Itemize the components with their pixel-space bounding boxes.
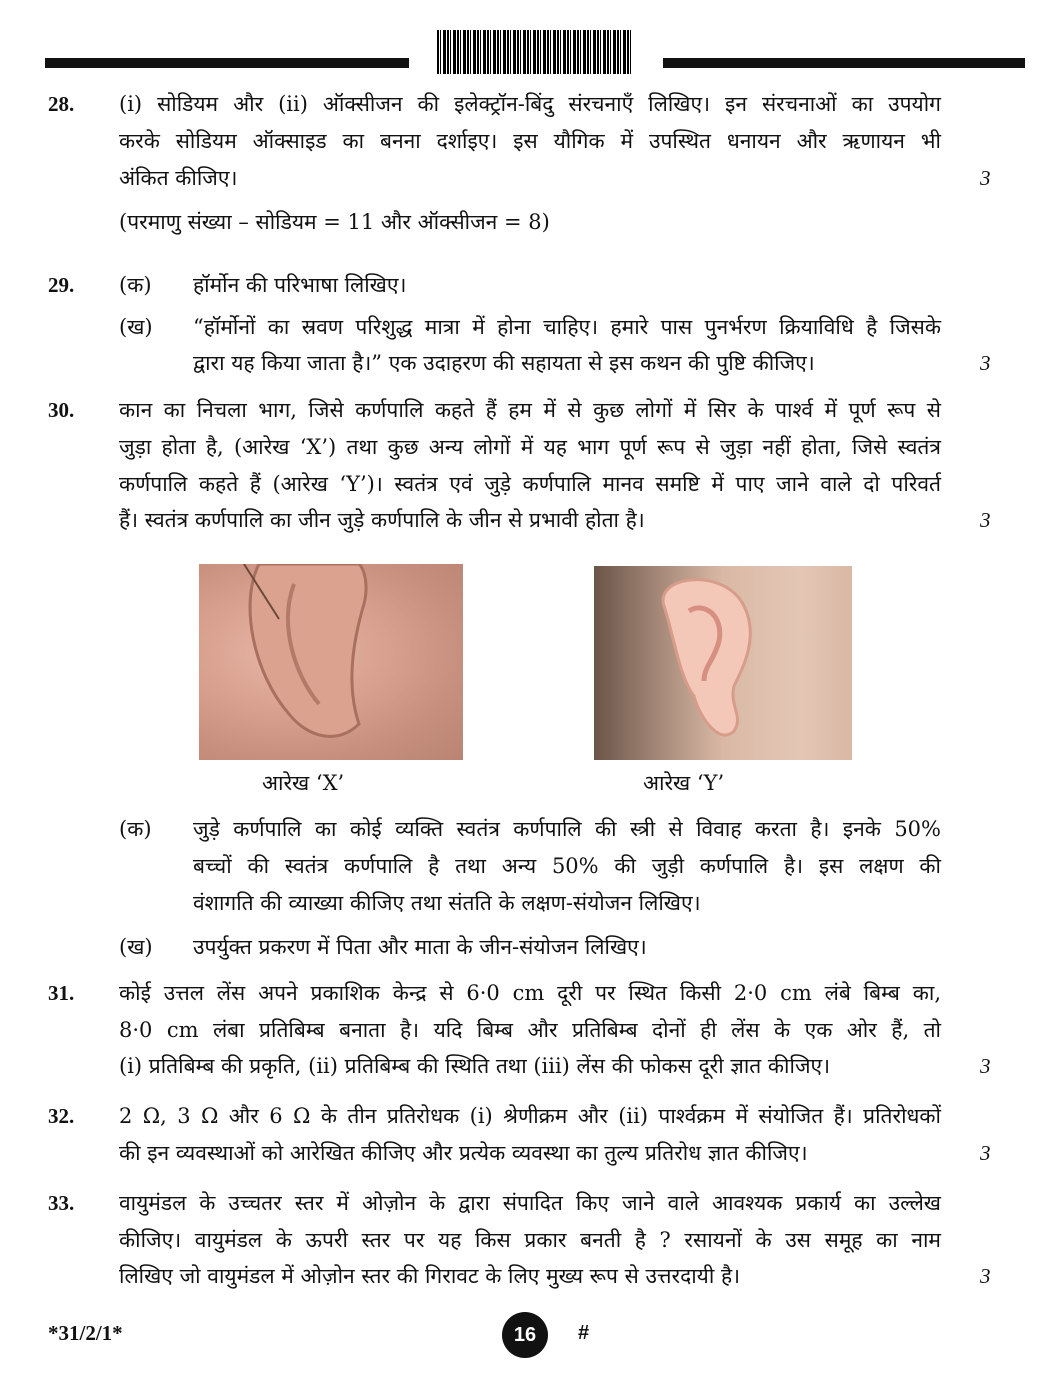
- question-number: 32.: [48, 1104, 75, 1128]
- question-text: कोई उत्तल लेंस अपने प्रकाशिक केन्द्र से 6·0 cm दूरी पर स्थित किसी 2·0 cm लंबे बिम्ब का,: [119, 981, 941, 1005]
- subpart-text: बच्चों की स्वतंत्र कर्णपालि है तथा अन्य 50% की जुड़ी कर्णपालि है। इस लक्षण की: [193, 854, 941, 878]
- question-text: वायुमंडल के उच्चतर स्तर में ओज़ोन के द्वारा संपादित किए जाने वाले आवश्यक प्रकार्य का उल्लेख: [119, 1191, 941, 1215]
- figure-y-caption: आरेख ‘Y’: [643, 771, 725, 795]
- header-rule-left: [45, 58, 409, 68]
- figure-x-attached-earlobe: [199, 564, 463, 760]
- question-text: करके सोडियम ऑक्साइड का बनना दर्शाइए। इस यौगिक में उपस्थित धनायन और ऋणायन भी: [119, 129, 941, 153]
- paper-code: *31/2/1*: [48, 1321, 123, 1345]
- subpart-text: द्वारा यह किया जाता है।” एक उदाहरण की सहायता से इस कथन की पुष्टि कीजिए।: [193, 351, 815, 375]
- question-text: की इन व्यवस्थाओं को आरेखित कीजिए और प्रत्येक व्यवस्था का तुल्य प्रतिरोध ज्ञात कीजिए।: [119, 1141, 808, 1165]
- question-text: 8·0 cm लंबा प्रतिबिम्ब बनाता है। यदि बिम्ब और प्रतिबिम्ब दोनों ही लेंस के एक ओर हैं, तो: [119, 1018, 941, 1042]
- question-text: लिखिए जो वायुमंडल में ओज़ोन स्तर की गिरावट के लिए मुख्य रूप से उत्तरदायी है।: [119, 1264, 741, 1288]
- page-number: 16: [502, 1312, 548, 1358]
- question-text: अंकित कीजिए।: [119, 166, 238, 190]
- marks: 3: [980, 166, 991, 190]
- subpart-text: “हॉर्मोनों का स्रवण परिशुद्ध मात्रा में होना चाहिए। हमारे पास पुनर्भरण क्रियाविधि है जिसके: [193, 315, 941, 339]
- question-number: 31.: [48, 981, 75, 1005]
- header-rule-right: [663, 58, 1025, 68]
- subpart-text: उपर्युक्त प्रकरण में पिता और माता के जीन-संयोजन लिखिए।: [193, 935, 647, 959]
- question-text: (i) प्रतिबिम्ब की प्रकृति, (ii) प्रतिबिम्ब की स्थिति तथा (iii) लेंस की फोकस दूरी ज्ञात कीजिए।: [119, 1054, 831, 1078]
- question-note: (परमाणु संख्या – सोडियम = 11 और ऑक्सीजन = 8): [119, 210, 550, 234]
- marks: 3: [980, 351, 991, 375]
- subpart-label: (क): [119, 273, 152, 297]
- subpart-text: हॉर्मोन की परिभाषा लिखिए।: [193, 273, 407, 297]
- question-number: 33.: [48, 1191, 75, 1215]
- marks: 3: [980, 508, 991, 532]
- question-text: 2 Ω, 3 Ω और 6 Ω के तीन प्रतिरोधक (i) श्रेणीक्रम और (ii) पार्श्वक्रम में संयोजित हैं। प्रतिरोधकों: [119, 1104, 941, 1128]
- question-text: (i) सोडियम और (ii) ऑक्सीजन की इलेक्ट्रॉन-बिंदु संरचनाएँ लिखिए। इन संरचनाओं का उपयोग: [119, 92, 941, 116]
- marks: 3: [980, 1054, 991, 1078]
- hash-mark: #: [578, 1322, 590, 1344]
- marks: 3: [980, 1141, 991, 1165]
- subpart-label: (क): [119, 817, 152, 841]
- question-text: कर्णपालि कहते हैं (आरेख ‘Y’)। स्वतंत्र एवं जुड़े कर्णपालि मानव समष्टि में पाए जाने वाले दो परिवर्त: [119, 472, 941, 496]
- barcode: [437, 30, 633, 74]
- subpart-text: जुड़े कर्णपालि का कोई व्यक्ति स्वतंत्र कर्णपालि की स्त्री से विवाह करता है। इनके 50%: [193, 817, 941, 841]
- question-text: जुड़ा होता है, (आरेख ‘X’) तथा कुछ अन्य लोगों में यह भाग पूर्ण रूप से जुड़ा नहीं होता, जिसे स्वतंत्र: [119, 435, 941, 459]
- figure-x-caption: आरेख ‘X’: [262, 771, 345, 795]
- subpart-label: (ख): [119, 315, 153, 339]
- question-number: 30.: [48, 398, 75, 422]
- question-number: 28.: [48, 92, 75, 116]
- question-text: कान का निचला भाग, जिसे कर्णपालि कहते हैं हम में से कुछ लोगों में सिर के पार्श्व में पूर्ण रूप से: [119, 398, 941, 422]
- subpart-label: (ख): [119, 935, 153, 959]
- subpart-text: वंशागति की व्याख्या कीजिए तथा संतति के लक्षण-संयोजन लिखिए।: [193, 891, 701, 915]
- question-number: 29.: [48, 273, 75, 297]
- figure-y-free-earlobe: [594, 566, 852, 760]
- question-text: हैं। स्वतंत्र कर्णपालि का जीन जुड़े कर्णपालि के जीन से प्रभावी होता है।: [119, 508, 645, 532]
- question-text: कीजिए। वायुमंडल के ऊपरी स्तर पर यह किस प्रकार बनती है ? रसायनों के उस समूह का नाम: [119, 1228, 941, 1252]
- marks: 3: [980, 1264, 991, 1288]
